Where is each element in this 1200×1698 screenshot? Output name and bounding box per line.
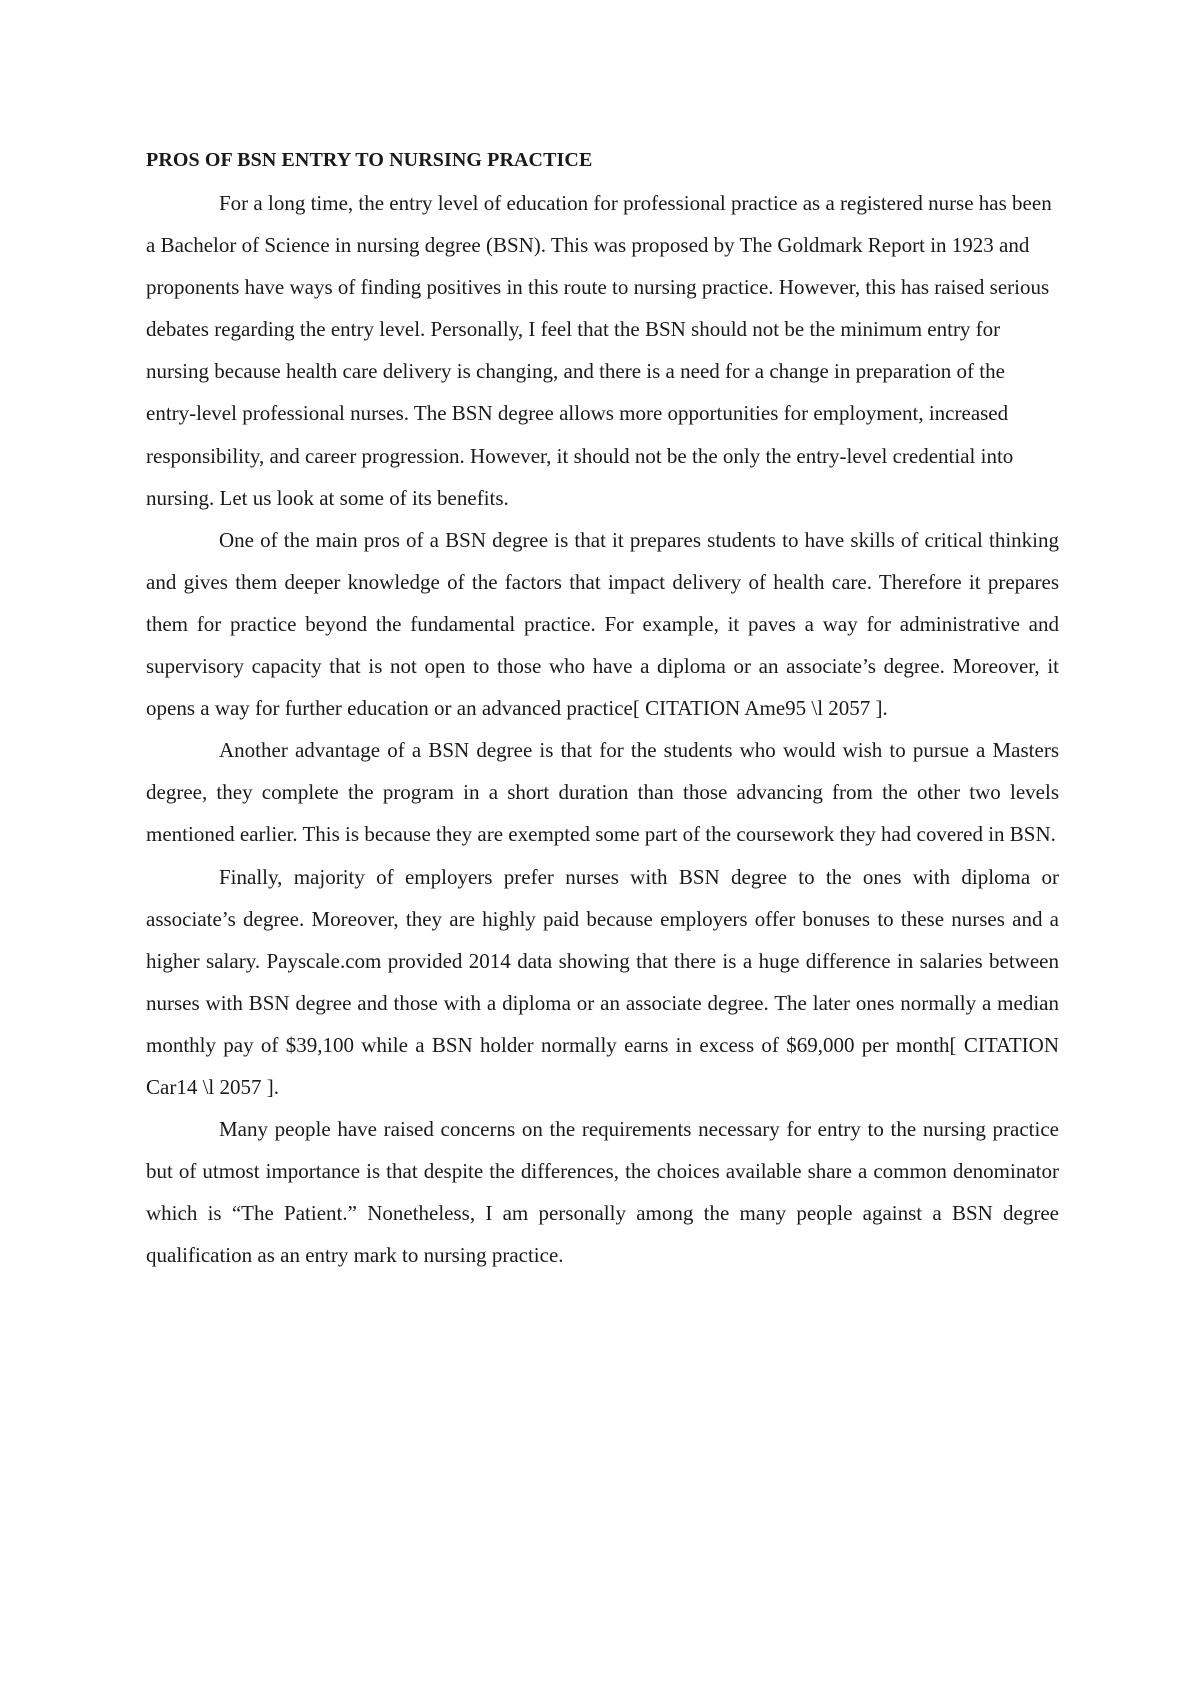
paragraph-critical-thinking: One of the main pros of a BSN degree is that it prepares students to have skills of critical thinking and gives them deeper knowledge of the factors that impact delivery of health care. Therefore it prepares them for practice beyond the fundamental practice. For example, it paves a way for administrative and supervisory capacity that is not open to those who have a diploma or an associate’s degree. Moreover, it opens a way for further education or an advanced practice[ CITATION Ame95 \l 2057 ].	[146, 527, 1059, 721]
paragraph-conclusion: Many people have raised concerns on the requirements necessary for entry to the nursing practice but of utmost importance is that despite the differences, the choices available share a common denominator which is “The Patient.” Nonetheless, I am personally among the many people against a BSN degree qualification as an entry mark to nursing practice.	[146, 1117, 1059, 1268]
document-title: PROS OF BSN ENTRY TO NURSING PRACTICE	[146, 149, 593, 171]
paragraph-introduction: For a long time, the entry level of education for professional practice as a registered nurse has been a Bachelor of Science in nursing degree (BSN). This was proposed by The Goldmark Report in 1923 and proponents have ways of finding positives in this route to nursing practice. However, this has raised serious debates regarding the entry level. Personally, I feel that the BSN should not be the minimum entry for nursing because health care delivery is changing, and there is a need for a change in preparation of the entry-level professional nurses. The BSN degree allows more opportunities for employment, increased responsibility, and career progression. However, it should not be the only the entry-level credential into nursing. Let us look at some of its benefits.	[146, 191, 1052, 510]
paragraph-salary: Finally, majority of employers prefer nurses with BSN degree to the ones with diploma or associate’s degree. Moreover, they are highly paid because employers offer bonuses to these nurses and a higher salary. Payscale.com provided 2014 data showing that there is a huge difference in salaries between nurses with BSN degree and those with a diploma or an associate degree. The later ones normally a median monthly pay of $39,100 while a BSN holder normally earns in excess of $69,000 per month[ CITATION Car14 \l 2057 ].	[146, 864, 1059, 1099]
document-page	[146, 146, 1059, 1276]
paragraph-masters-advantage: Another advantage of a BSN degree is that for the students who would wish to pursue a Masters degree, they complete the program in a short duration than those advancing from the other two levels mentioned earlier. This is because they are exempted some part of the coursework they had covered in BSN.	[146, 738, 1059, 847]
